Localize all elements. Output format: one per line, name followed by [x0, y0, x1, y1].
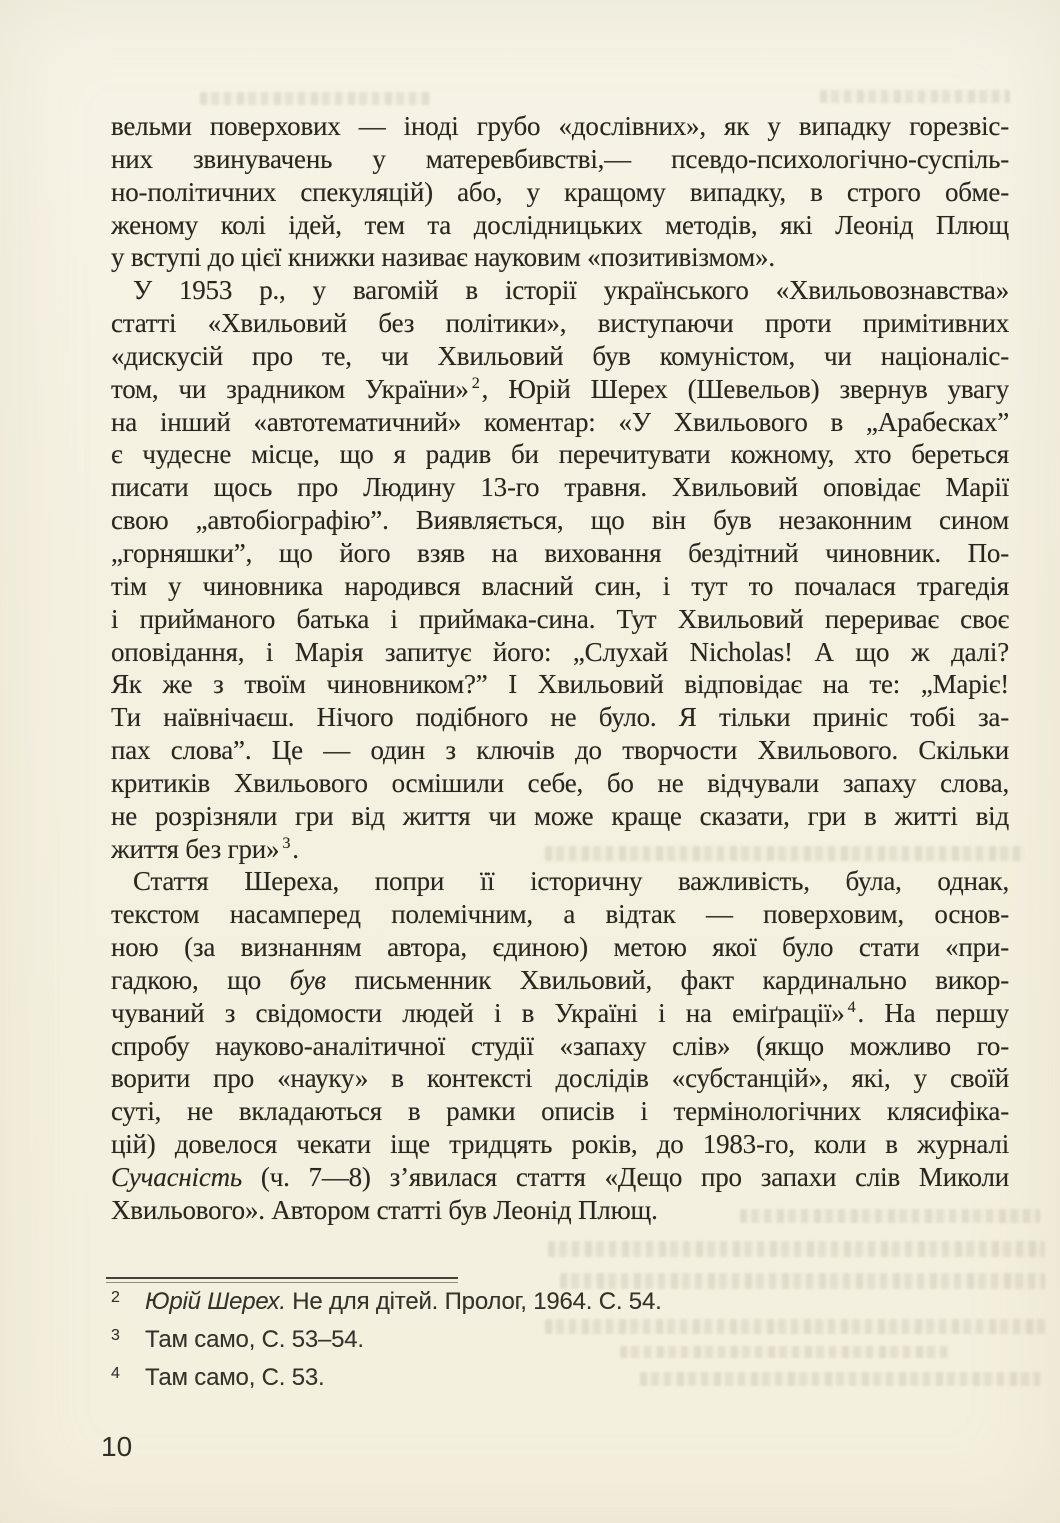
text-segment: Не для дітей. Пролог, 1964. С. 54. — [285, 1288, 662, 1315]
text-segment: спробу науково-аналітичної студії «запаху слів» (якщо можливо го- — [111, 1030, 1009, 1061]
text-segment: . На першу — [857, 997, 1009, 1028]
paragraph — [111, 110, 1009, 274]
text-line — [111, 241, 1009, 274]
text-segment: критиків Хвильового осмішили себе, бо не відчували запаху слова, — [111, 767, 1009, 798]
footnote-reference: 4 — [847, 997, 856, 1016]
text-segment: вельми поверхових — іноді грубо «дослівних», як у випадку горезвіс- — [111, 111, 1009, 141]
text-segment: ною (за визнанням автора, єдиною) метою якої було стати «при- — [111, 932, 1009, 963]
text-segment: Юрій Шерех. — [145, 1288, 286, 1315]
text-segment: «дискусій про те, чи Хвильовий був комуністом, чи націоналіс- — [111, 340, 1009, 371]
bleed-through-artifact — [200, 92, 430, 105]
text-line — [111, 274, 1009, 307]
text-line — [111, 833, 1009, 866]
text-line — [111, 636, 1009, 669]
text-segment: свою „автобіографію”. Виявляється, що він був незаконним сином — [111, 505, 1009, 536]
text-segment: тім у чиновника народився власний син, і тут то почалася трагедія — [111, 570, 1009, 601]
text-line — [111, 1128, 1009, 1161]
text-segment: Стаття Шереха, попри її історичну важливість, була, однак, — [133, 866, 1009, 897]
text-segment: , Юрій Шерех (Шевельов) звернув увагу — [481, 373, 1009, 404]
text-segment: женому колі ідей, тем та дослідницьких методів, які Леонід Плющ — [111, 209, 1009, 240]
text-segment: гадкою, що — [111, 964, 290, 995]
text-segment: Як же з твоїм чиновником?” І Хвильовий відповідає на те: „Маріє! — [111, 669, 1009, 700]
text-line — [111, 701, 1009, 734]
text-segment: „горняшки”, що його взяв на виховання бездітний чиновник. По- — [111, 537, 1009, 568]
text-line — [111, 1030, 1009, 1063]
text-segment: ворити про «науку» в контексті дослідів «субстанцій», які, у своїй — [111, 1063, 1009, 1094]
text-segment: у вступі до цієї книжки називає науковим «позитивізмом». — [111, 242, 775, 273]
text-line — [111, 668, 1009, 701]
text-segment: не розрізняли гри від життя чи може краще сказати, гри в житті від — [111, 800, 1009, 831]
text-line — [111, 176, 1009, 209]
text-segment: життя без гри» — [111, 833, 280, 864]
footnote — [106, 1364, 1006, 1394]
text-segment: но-політичних спекуляцій) або, у кращому випадку, в строго обме- — [111, 176, 1009, 207]
text-segment: Там само, С. 53–54. — [145, 1326, 364, 1353]
footnote — [106, 1288, 1006, 1318]
text-line — [111, 1062, 1009, 1095]
text-line — [111, 340, 1009, 373]
text-segment: суті, не вкладаються в рамки описів і термінологічних клясифіка- — [111, 1096, 1009, 1127]
text-line — [111, 537, 1009, 570]
text-line — [111, 865, 1009, 898]
footnote-marker: 4 — [111, 1365, 120, 1382]
text-segment: є чудесне місце, що я радив би перечитувати кожному, хто береться — [111, 439, 1009, 470]
footnote — [106, 1326, 1006, 1356]
text-segment: Хвильового». Автором статті був Леонід Плющ. — [111, 1194, 658, 1225]
text-segment: Там само, С. 53. — [145, 1364, 325, 1391]
text-line — [111, 110, 1009, 143]
footnote-separator — [106, 1277, 458, 1283]
text-line — [111, 603, 1009, 636]
bleed-through-artifact — [820, 90, 1010, 103]
text-line — [111, 143, 1009, 176]
text-segment: статті «Хвильовий без політики», виступаючи проти примітивних — [111, 308, 1009, 339]
text-line — [111, 898, 1009, 931]
text-line — [111, 734, 1009, 767]
footnote-reference: 3 — [282, 833, 291, 852]
text-line — [111, 471, 1009, 504]
paragraph — [111, 274, 1009, 865]
footnote-marker: 2 — [111, 1289, 120, 1306]
paragraph — [111, 865, 1009, 1226]
text-line — [111, 964, 1009, 997]
text-line — [111, 307, 1009, 340]
text-segment: (ч. 7—8) з’явилася стаття «Дещо про запахи слів Миколи — [242, 1162, 1009, 1192]
text-segment: чуваний з свідомости людей і в Україні і на еміґрації» — [111, 997, 845, 1028]
text-line — [111, 438, 1009, 471]
text-line — [111, 373, 1009, 406]
footnote-reference: 2 — [471, 373, 480, 392]
footnote-marker: 3 — [111, 1327, 120, 1344]
text-line — [111, 767, 1009, 800]
text-segment: пах слова”. Це — один з ключів до творчости Хвильового. Скільки — [111, 735, 1009, 766]
text-segment: на інший «автотематичний» коментар: «У Хвильового в „Арабесках” — [111, 406, 1009, 437]
bleed-through-artifact — [560, 1273, 1045, 1289]
text-line — [111, 800, 1009, 833]
text-line — [111, 1194, 1009, 1227]
text-line — [111, 504, 1009, 537]
text-segment: Ти наївнічаєш. Нічого подібного не було. Я тільки приніс тобі за- — [111, 702, 1009, 733]
text-segment: і прийманого батька і приймака-сина. Тут Хвильовий перериває своє — [111, 603, 1009, 634]
text-line — [111, 209, 1009, 242]
text-segment: Сучасність — [111, 1162, 243, 1192]
text-segment: текстом насамперед полемічним, а відтак — поверховим, основ- — [111, 899, 1009, 930]
bleed-through-artifact — [548, 1241, 1045, 1257]
text-line — [111, 406, 1009, 439]
text-segment: цій) довелося чекати іще тридцять років, до 1983-го, коли в журналі — [111, 1129, 1009, 1160]
text-line — [111, 570, 1009, 603]
main-text — [111, 110, 1009, 1227]
text-segment: них звинувачень у матеревбивстві,— псевдо-психологічно-суспіль- — [111, 143, 1009, 174]
text-line — [111, 1095, 1009, 1128]
text-segment: том, чи зрадником України» — [111, 373, 469, 404]
text-segment: письменник Хвильовий, факт кардинально викор- — [325, 964, 1009, 995]
text-segment: У 1953 р., у вагомій в історії українського «Хвильовознавства» — [133, 275, 1009, 306]
text-line — [111, 931, 1009, 964]
text-segment: оповідання, і Марія запитує його: „Слухай Nicholas! А що ж далі? — [111, 636, 1009, 667]
text-line — [111, 997, 1009, 1030]
text-segment: писати щось про Людину 13-го травня. Хвильовий оповідає Марії — [111, 472, 1009, 503]
text-line — [111, 1161, 1009, 1194]
text-segment: був — [289, 964, 326, 995]
text-segment: . — [292, 833, 299, 864]
page-number: 10 — [101, 1431, 133, 1462]
